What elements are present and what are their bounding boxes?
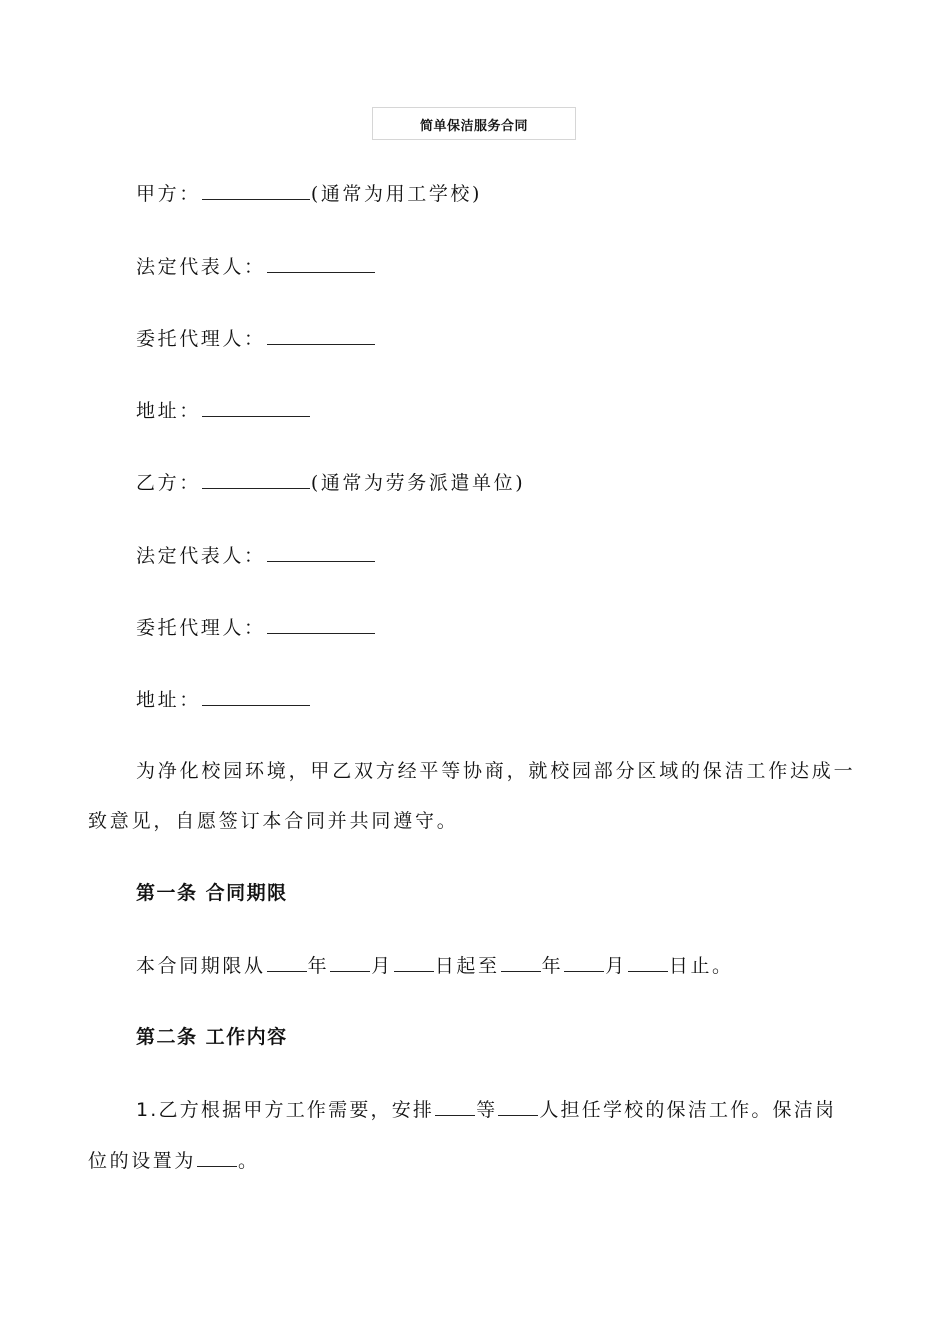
item-1-line-2-prefix: 位的设置为	[88, 1150, 197, 1172]
item-1-line-2-suffix: 。	[238, 1150, 260, 1172]
term-year-2-blank	[501, 953, 541, 972]
term-month-2-blank	[564, 953, 604, 972]
term-day-2: 日止。	[668, 955, 734, 977]
party-a-label: 甲方：	[136, 183, 201, 205]
party-a-address-label: 地址：	[136, 400, 201, 422]
party-b-address-label: 地址：	[136, 689, 201, 711]
party-b-agent-label: 委托代理人：	[136, 617, 266, 639]
term-year-2: 年	[541, 955, 564, 977]
document-title: 简单保洁服务合同	[419, 119, 528, 134]
party-a-rep-blank	[267, 254, 375, 273]
party-a-address-blank	[202, 398, 310, 417]
item-1-blank-1	[435, 1097, 475, 1116]
party-b-rep-line	[136, 543, 376, 568]
preamble-line-2: 致意见，自愿签订本合同并共同遵守。	[88, 810, 459, 832]
term-month-2: 月	[605, 955, 627, 977]
term-day-1: 日起至	[434, 955, 500, 977]
party-b-rep-blank	[267, 543, 375, 562]
party-b-label: 乙方：	[136, 472, 201, 494]
party-b-agent-blank	[267, 615, 375, 634]
item-1-part-1: 乙方根据甲方工作需要，安排	[158, 1099, 435, 1121]
party-b-address-blank	[202, 687, 310, 706]
party-a-rep-label: 法定代表人：	[136, 256, 266, 278]
item-1-blank-3	[197, 1148, 237, 1167]
item-1-part-3: 人担任学校的保洁工作。保洁岗	[539, 1099, 837, 1121]
term-year-1: 年	[307, 955, 330, 977]
party-b-line	[136, 470, 525, 495]
article-2-heading: 第二条 工作内容	[136, 1026, 288, 1048]
article-1-heading: 第一条 合同期限	[136, 882, 288, 904]
term-month-1: 月	[371, 955, 393, 977]
party-b-blank	[202, 470, 310, 489]
party-a-address-line	[136, 398, 311, 423]
item-1-part-2: 等	[476, 1099, 498, 1121]
term-month-1-blank	[330, 953, 370, 972]
party-a-agent-blank	[267, 326, 375, 345]
party-b-address-line	[136, 687, 311, 712]
party-a-blank	[202, 181, 310, 200]
term-line	[136, 953, 734, 978]
term-day-2-blank	[628, 953, 668, 972]
party-b-note: (通常为劳务派遣单位)	[310, 472, 526, 494]
party-a-agent-line	[136, 326, 376, 351]
party-b-agent-line	[136, 615, 376, 640]
party-b-rep-label: 法定代表人：	[136, 545, 266, 567]
party-a-agent-label: 委托代理人：	[136, 328, 266, 350]
item-1-line-2	[88, 1148, 260, 1173]
party-a-line	[136, 181, 482, 206]
party-a-note: (通常为用工学校)	[310, 183, 483, 205]
document-title-box	[372, 107, 576, 140]
term-day-1-blank	[394, 953, 434, 972]
term-year-1-blank	[267, 953, 307, 972]
preamble-line-1: 为净化校园环境，甲乙双方经平等协商，就校园部分区域的保洁工作达成一	[136, 760, 856, 782]
item-1-number: 1.	[136, 1099, 159, 1121]
item-1-line-1	[136, 1097, 836, 1122]
item-1-blank-2	[498, 1097, 538, 1116]
term-prefix: 本合同期限从	[136, 955, 266, 977]
party-a-rep-line	[136, 254, 376, 279]
